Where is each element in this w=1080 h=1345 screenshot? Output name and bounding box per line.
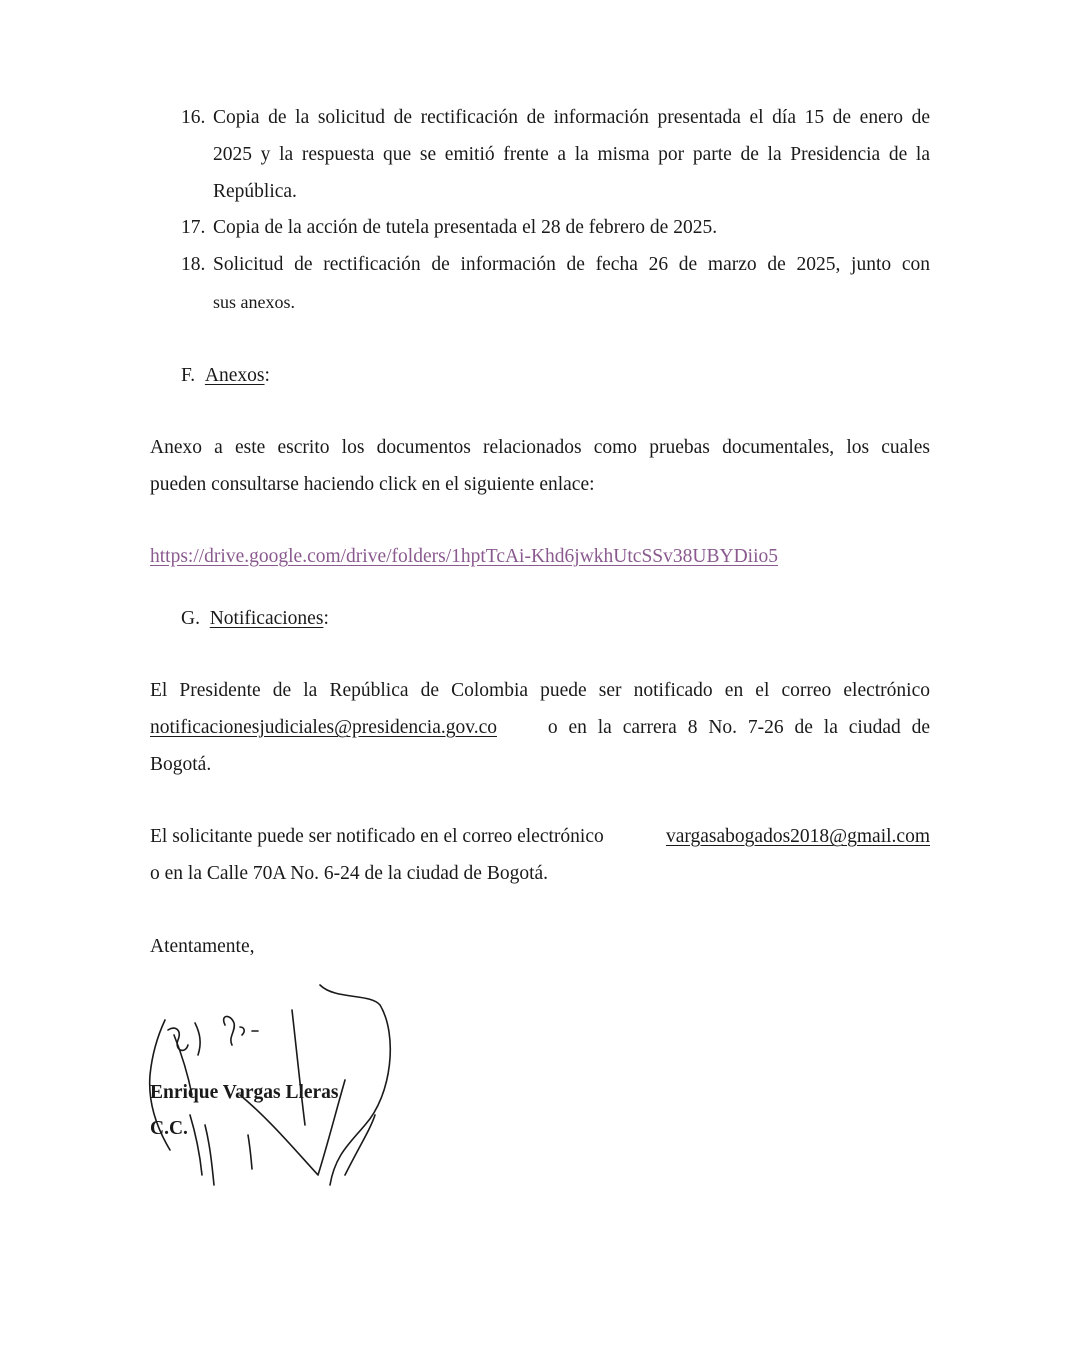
list-item-line: 2025 y la respuesta que se emitió frente a la misma por parte de la Presidencia de la bbox=[213, 144, 930, 165]
notification-paragraph-line bbox=[150, 716, 930, 740]
notification-paragraph-line bbox=[150, 825, 930, 849]
list-item-line: República. bbox=[213, 181, 297, 202]
drive-folder-link[interactable]: https://drive.google.com/drive/folders/1hptTcAi-Khd6jwkhUtcSSv38UBYDiio5 bbox=[150, 546, 778, 567]
notification-paragraph-line: o en la Calle 70A No. 6-24 de la ciudad de Bogotá. bbox=[150, 863, 549, 884]
section-colon: : bbox=[264, 365, 270, 386]
list-item-line: sus anexos. bbox=[213, 292, 295, 312]
notification-paragraph-line: Bogotá. bbox=[150, 754, 212, 775]
section-colon: : bbox=[323, 608, 329, 629]
requester-text: El solicitante puede ser notificado en el correo electrónico bbox=[150, 826, 604, 847]
annex-paragraph-line: pueden consultarse haciendo click en el siguiente enlace: bbox=[150, 474, 595, 495]
address-text: o en la carrera 8 No. 7-26 de la ciudad de bbox=[547, 717, 930, 738]
presidency-email-link[interactable]: notificacionesjudiciales@presidencia.gov.co bbox=[150, 717, 497, 738]
list-item-number: 17. bbox=[181, 217, 206, 238]
closing-salutation: Atentamente, bbox=[150, 936, 255, 957]
list-item-number: 16. bbox=[181, 107, 206, 128]
section-letter: G. bbox=[181, 608, 200, 629]
list-item-line: Copia de la solicitud de rectificación de información presentada el día 15 de enero de bbox=[213, 107, 930, 128]
section-letter: F. bbox=[181, 365, 196, 386]
list-item-line: Copia de la acción de tutela presentada el 28 de febrero de 2025. bbox=[213, 217, 718, 238]
signer-name: Enrique Vargas Lleras bbox=[150, 1082, 339, 1103]
list-item-line: Solicitud de rectificación de información de fecha 26 de marzo de 2025, junto con bbox=[213, 254, 930, 275]
section-title: Notificaciones bbox=[209, 608, 324, 629]
list-item-number: 18. bbox=[181, 254, 206, 275]
section-g-heading bbox=[181, 607, 329, 631]
section-f-heading bbox=[181, 364, 270, 388]
signer-id-label: C.C. bbox=[150, 1118, 188, 1139]
requester-email-link[interactable]: vargasabogados2018@gmail.com bbox=[665, 826, 930, 847]
section-title: Anexos bbox=[204, 365, 265, 386]
notification-paragraph-line: El Presidente de la República de Colombia puede ser notificado en el correo electrónico bbox=[150, 680, 930, 701]
annex-paragraph-line: Anexo a este escrito los documentos relacionados como pruebas documentales, los cuales bbox=[150, 437, 930, 458]
